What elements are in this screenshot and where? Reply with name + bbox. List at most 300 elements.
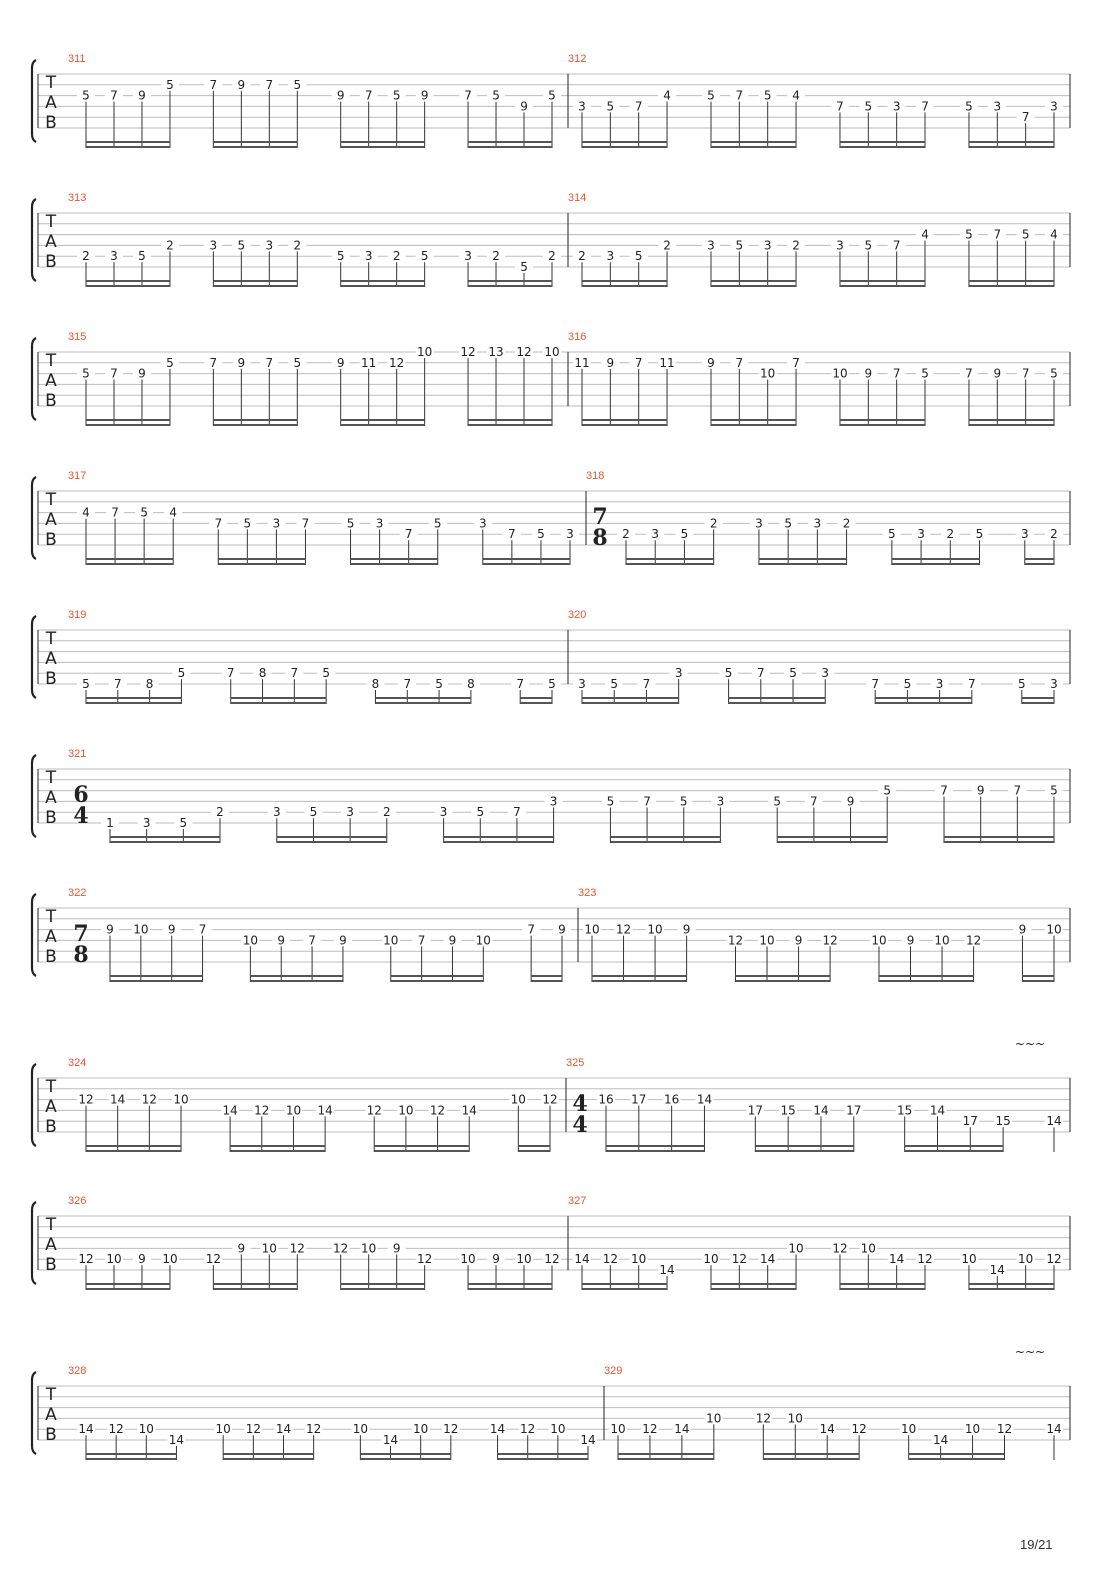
- fret-number: 4: [1050, 227, 1058, 242]
- measure-number: 319: [68, 609, 87, 621]
- fret-number: 7: [464, 88, 472, 103]
- fret-number: 5: [322, 666, 330, 681]
- fret-number: 2: [382, 805, 391, 820]
- fret-number: 3: [993, 99, 1002, 114]
- fret-number: 9: [106, 922, 114, 937]
- fret-number: 3: [272, 805, 281, 820]
- tab-clef-letter-t: T: [45, 629, 57, 649]
- fret-number: 9: [707, 355, 715, 370]
- fret-number: 10: [162, 1252, 178, 1267]
- fret-number: 5: [1050, 366, 1058, 381]
- fret-number: 5: [864, 238, 873, 253]
- fret-number: 5: [888, 527, 896, 542]
- fret-number: 14: [461, 1103, 477, 1118]
- fret-number: 9: [237, 1241, 246, 1256]
- fret-number: 7: [735, 88, 744, 103]
- fret-number: 10: [460, 1252, 476, 1267]
- fret-number: 3: [272, 516, 281, 531]
- fret-number: 10: [510, 1092, 526, 1107]
- fret-number: 10: [417, 345, 433, 359]
- fret-number: 10: [964, 1422, 981, 1437]
- fret-number: 10: [1018, 1252, 1034, 1267]
- fret-number: 3: [439, 805, 448, 820]
- vibrato-mark: ~~~: [1014, 1037, 1046, 1051]
- tab-clef-letter-t: T: [45, 1385, 57, 1405]
- tab-clef-letter-t: T: [45, 490, 57, 510]
- fret-number: 2: [548, 249, 556, 264]
- fret-number: 3: [813, 516, 822, 531]
- time-signature-top: 7: [73, 921, 89, 947]
- fret-number: 12: [141, 1092, 157, 1107]
- fret-number: 7: [643, 794, 651, 809]
- fret-number: 10: [133, 922, 149, 937]
- fret-number: 7: [921, 99, 929, 114]
- fret-number: 15: [780, 1103, 796, 1118]
- fret-number: 7: [836, 99, 844, 114]
- fret-number: 3: [892, 99, 901, 114]
- fret-number: 10: [398, 1103, 414, 1118]
- fret-number: 7: [792, 355, 800, 370]
- fret-number: 12: [78, 1092, 94, 1107]
- fret-number: 11: [361, 355, 377, 370]
- tab-clef-letter-t: T: [45, 768, 57, 788]
- fret-number: 3: [935, 677, 944, 691]
- fret-number: 7: [527, 922, 535, 937]
- fret-number: 7: [113, 677, 122, 691]
- fret-number: 14: [275, 1422, 292, 1437]
- fret-number: 7: [209, 355, 218, 370]
- fret-number: 3: [836, 238, 844, 253]
- vibrato-mark: ~~~: [1014, 1345, 1046, 1359]
- fret-number: 14: [110, 1092, 126, 1107]
- fret-number: 12: [731, 1252, 747, 1267]
- tab-clef-letter-t: T: [45, 907, 57, 927]
- measure-number: 324: [68, 1057, 87, 1069]
- fret-number: 9: [794, 933, 803, 948]
- fret-number: 9: [976, 783, 985, 798]
- system-bracket: [32, 616, 36, 698]
- tab-clef-letter-t: T: [45, 212, 57, 232]
- fret-number: 12: [822, 933, 838, 948]
- fret-number: 7: [634, 355, 643, 370]
- fret-number: 4: [82, 505, 90, 520]
- fret-number: 5: [293, 355, 302, 370]
- fret-number: 9: [167, 922, 176, 937]
- fret-number: 3: [606, 249, 615, 264]
- fret-number: 5: [177, 666, 186, 681]
- fret-number: 9: [492, 1252, 500, 1267]
- fret-number: 5: [735, 238, 744, 253]
- tab-clef-letter-a: A: [45, 788, 57, 808]
- fret-number: 14: [659, 1263, 675, 1277]
- fret-number: 5: [903, 677, 912, 691]
- fret-number: 2: [842, 516, 851, 531]
- fret-number: 5: [548, 677, 556, 691]
- fret-number: 5: [82, 366, 90, 381]
- fret-number: 3: [674, 666, 683, 681]
- fret-number: 9: [339, 933, 347, 948]
- fret-number: 13: [488, 345, 504, 359]
- fret-number: 12: [460, 345, 476, 359]
- fret-number: 7: [642, 677, 651, 691]
- fret-number: 5: [864, 99, 873, 114]
- fret-number: 12: [516, 345, 532, 359]
- fret-number: 5: [476, 805, 485, 820]
- fret-number: 9: [420, 88, 429, 103]
- fret-number: 14: [580, 1433, 596, 1447]
- fret-number: 12: [851, 1422, 867, 1437]
- fret-number: 10: [647, 922, 663, 937]
- fret-number: 2: [946, 527, 955, 542]
- fret-number: 7: [1013, 783, 1022, 798]
- tab-clef-letter-a: A: [45, 510, 57, 530]
- fret-number: 2: [578, 249, 586, 264]
- fret-number: 11: [659, 355, 675, 370]
- fret-number: 9: [237, 77, 246, 92]
- fret-number: 9: [558, 922, 566, 937]
- fret-number: 1: [106, 816, 114, 830]
- tab-clef-letter-t: T: [45, 73, 57, 93]
- fret-number: 2: [293, 238, 302, 253]
- fret-number: 9: [993, 366, 1002, 381]
- fret-number: 10: [961, 1252, 977, 1267]
- fret-number: 10: [361, 1241, 377, 1256]
- fret-number: 8: [145, 677, 154, 691]
- measure-number: 323: [578, 887, 597, 899]
- fret-number: 10: [584, 922, 600, 937]
- system-bracket: [32, 755, 36, 837]
- fret-number: 3: [755, 516, 763, 531]
- fret-number: 7: [516, 677, 525, 691]
- fret-number: 7: [871, 677, 880, 691]
- measure-number: 318: [586, 470, 605, 482]
- fret-number: 2: [216, 805, 224, 820]
- fret-number: 10: [285, 1103, 302, 1118]
- fret-number: 3: [375, 516, 384, 531]
- measure-number: 322: [68, 887, 87, 899]
- fret-number: 9: [336, 355, 345, 370]
- measure-number: 314: [568, 192, 587, 204]
- measure-number: 313: [68, 192, 87, 204]
- fret-number: 7: [508, 527, 516, 542]
- fret-number: 10: [787, 1411, 803, 1426]
- fret-number: 12: [366, 1103, 382, 1118]
- system-bracket: [32, 894, 36, 976]
- fret-number: 12: [727, 933, 744, 948]
- fret-number: 10: [832, 366, 848, 381]
- fret-number: 10: [1046, 922, 1062, 937]
- fret-number: 10: [610, 1422, 626, 1437]
- fret-number: 5: [140, 505, 148, 520]
- tab-clef-letter-a: A: [45, 1235, 57, 1255]
- fret-number: 5: [82, 88, 90, 103]
- tab-clef-letter-b: B: [45, 1425, 57, 1445]
- fret-number: 12: [289, 1241, 305, 1256]
- fret-number: 10: [173, 1092, 189, 1107]
- fret-number: 9: [138, 88, 146, 103]
- fret-number: 14: [696, 1092, 713, 1107]
- fret-number: 12: [305, 1422, 322, 1437]
- system-bracket: [32, 60, 36, 142]
- fret-number: 2: [792, 238, 800, 253]
- fret-number: 12: [389, 355, 405, 370]
- fret-number: 10: [383, 933, 399, 948]
- fret-number: 14: [78, 1422, 94, 1437]
- fret-number: 12: [254, 1103, 270, 1118]
- fret-number: 5: [679, 794, 688, 809]
- fret-number: 3: [1050, 677, 1058, 691]
- fret-number: 12: [429, 1103, 446, 1118]
- fret-number: 3: [478, 516, 487, 531]
- fret-number: 5: [606, 794, 615, 809]
- fret-number: 5: [520, 260, 528, 274]
- fret-number: 5: [724, 666, 733, 681]
- fret-number: 12: [832, 1241, 848, 1256]
- fret-number: 10: [106, 1252, 122, 1267]
- time-signature-top: 6: [73, 782, 89, 808]
- measure-number: 312: [568, 53, 587, 65]
- fret-number: 14: [489, 1422, 506, 1437]
- fret-number: 3: [821, 666, 830, 681]
- fret-number: 12: [642, 1422, 658, 1437]
- fret-number: 3: [578, 99, 586, 114]
- fret-number: 5: [680, 527, 689, 542]
- fret-number: 8: [258, 666, 267, 681]
- fret-number: 12: [1046, 1252, 1062, 1267]
- fret-number: 15: [897, 1103, 913, 1118]
- fret-number: 14: [1046, 1114, 1062, 1129]
- fret-number: 5: [606, 99, 615, 114]
- fret-number: 9: [864, 366, 873, 381]
- fret-number: 4: [169, 505, 178, 520]
- fret-number: 8: [467, 677, 475, 691]
- fret-number: 10: [901, 1422, 917, 1437]
- fret-number: 7: [404, 527, 413, 542]
- fret-number: 7: [265, 77, 274, 92]
- fret-number: 5: [82, 677, 90, 691]
- fret-number: 4: [663, 88, 671, 103]
- fret-number: 10: [475, 933, 491, 948]
- fret-number: 12: [755, 1411, 771, 1426]
- fret-number: 9: [392, 1241, 401, 1256]
- fret-number: 5: [138, 249, 146, 264]
- fret-number: 10: [138, 1422, 154, 1437]
- fret-number: 7: [198, 922, 207, 937]
- fret-number: 3: [716, 794, 725, 809]
- fret-number: 10: [703, 1252, 719, 1267]
- fret-number: 12: [108, 1422, 124, 1437]
- fret-number: 15: [995, 1114, 1011, 1129]
- fret-number: 5: [166, 355, 174, 370]
- fret-number: 2: [166, 238, 174, 253]
- fret-number: 7: [1021, 366, 1030, 381]
- fret-number: 17: [962, 1114, 978, 1129]
- fret-number: 5: [965, 227, 973, 242]
- fret-number: 5: [1017, 677, 1026, 691]
- fret-number: 9: [682, 922, 691, 937]
- tab-clef-letter-t: T: [45, 1215, 57, 1235]
- fret-number: 5: [773, 794, 782, 809]
- fret-number: 3: [763, 238, 772, 253]
- fret-number: 9: [237, 355, 246, 370]
- tab-clef-letter-a: A: [45, 232, 57, 252]
- fret-number: 16: [598, 1092, 614, 1107]
- tab-clef-letter-a: A: [45, 1097, 57, 1117]
- fret-number: 3: [917, 527, 925, 542]
- fret-number: 10: [544, 345, 560, 359]
- fret-number: 14: [932, 1433, 949, 1447]
- fret-number: 7: [968, 677, 976, 691]
- fret-number: 9: [448, 933, 457, 948]
- fret-number: 7: [364, 88, 373, 103]
- tab-clef-letter-b: B: [45, 947, 57, 967]
- fret-number: 3: [110, 249, 118, 264]
- fret-number: 2: [82, 249, 90, 264]
- fret-number: 3: [1020, 527, 1029, 542]
- fret-number: 9: [906, 933, 915, 948]
- fret-number: 7: [301, 516, 310, 531]
- fret-number: 7: [209, 77, 218, 92]
- fret-number: 5: [420, 249, 429, 264]
- fret-number: 3: [209, 238, 218, 253]
- time-signature-bottom: 8: [592, 525, 608, 551]
- tab-clef-letter-b: B: [45, 391, 57, 411]
- fret-number: 3: [364, 249, 373, 264]
- measure-number: 328: [68, 1365, 87, 1377]
- fret-number: 5: [965, 99, 973, 114]
- fret-number: 5: [548, 88, 556, 103]
- measure-number: 327: [568, 1195, 587, 1207]
- fret-number: 10: [631, 1252, 647, 1267]
- fret-number: 9: [277, 933, 286, 948]
- fret-number: 9: [1018, 922, 1027, 937]
- system-bracket: [32, 199, 36, 281]
- system-bracket: [32, 1064, 36, 1146]
- fret-number: 3: [346, 805, 354, 820]
- fret-number: 7: [1021, 110, 1030, 125]
- measure-number: 329: [604, 1365, 623, 1377]
- tab-clef-letter-a: A: [45, 1405, 57, 1425]
- fret-number: 12: [78, 1252, 94, 1267]
- fret-number: 10: [706, 1411, 722, 1426]
- fret-number: 10: [550, 1422, 566, 1437]
- fret-number: 5: [237, 238, 246, 253]
- fret-number: 7: [735, 355, 744, 370]
- fret-number: 17: [747, 1103, 763, 1118]
- page-number: 19/21: [1020, 1537, 1053, 1552]
- fret-number: 7: [993, 227, 1002, 242]
- fret-number: 14: [317, 1103, 333, 1118]
- fret-number: 2: [663, 238, 671, 253]
- fret-number: 5: [1021, 227, 1030, 242]
- fret-number: 7: [756, 666, 765, 681]
- measure-number: 321: [68, 748, 87, 760]
- fret-number: 11: [574, 355, 590, 370]
- fret-number: 9: [606, 355, 615, 370]
- fret-number: 10: [352, 1422, 369, 1437]
- fret-number: 12: [333, 1241, 349, 1256]
- fret-number: 5: [883, 783, 892, 798]
- fret-number: 10: [760, 366, 776, 381]
- fret-number: 3: [1050, 99, 1058, 114]
- tab-clef-letter-a: A: [45, 649, 57, 669]
- system-bracket: [32, 338, 36, 420]
- measure-number: 317: [68, 470, 87, 482]
- fret-number: 5: [975, 527, 984, 542]
- fret-number: 12: [520, 1422, 536, 1437]
- fret-number: 3: [707, 238, 715, 253]
- fret-number: 10: [242, 933, 259, 948]
- fret-number: 2: [392, 249, 401, 264]
- fret-number: 5: [707, 88, 715, 103]
- fret-number: 2: [622, 527, 630, 542]
- tab-clef-letter-b: B: [45, 808, 57, 828]
- fret-number: 10: [788, 1241, 804, 1256]
- fret-number: 8: [371, 677, 380, 691]
- fret-number: 2: [492, 249, 500, 264]
- fret-number: 3: [464, 249, 472, 264]
- fret-number: 14: [222, 1103, 238, 1118]
- fret-number: 5: [433, 516, 442, 531]
- fret-number: 5: [346, 516, 355, 531]
- measure-number: 325: [566, 1057, 585, 1069]
- fret-number: 3: [578, 677, 586, 691]
- fret-number: 10: [516, 1252, 532, 1267]
- fret-number: 14: [760, 1252, 776, 1267]
- fret-number: 12: [417, 1252, 433, 1267]
- fret-number: 14: [674, 1422, 690, 1437]
- fret-number: 4: [792, 88, 800, 103]
- fret-number: 14: [574, 1252, 590, 1267]
- fret-number: 7: [634, 99, 643, 114]
- fret-number: 12: [996, 1422, 1013, 1437]
- fret-number: 17: [846, 1103, 862, 1118]
- fret-number: 9: [520, 99, 528, 114]
- fret-number: 7: [403, 677, 412, 691]
- fret-number: 9: [336, 88, 345, 103]
- fret-number: 12: [205, 1252, 221, 1267]
- tab-clef-letter-t: T: [45, 1077, 57, 1097]
- fret-number: 17: [631, 1092, 647, 1107]
- fret-number: 7: [111, 505, 119, 520]
- time-signature-bottom: 4: [73, 803, 89, 829]
- fret-number: 7: [417, 933, 426, 948]
- fret-number: 12: [544, 1252, 560, 1267]
- tab-clef-letter-a: A: [45, 371, 57, 391]
- fret-number: 12: [965, 933, 982, 948]
- fret-number: 7: [892, 238, 901, 253]
- fret-number: 5: [1050, 783, 1058, 798]
- fret-number: 14: [929, 1103, 946, 1118]
- fret-number: 7: [940, 783, 948, 798]
- fret-number: 16: [664, 1092, 680, 1107]
- fret-number: 5: [537, 527, 545, 542]
- fret-number: 10: [413, 1422, 429, 1437]
- fret-number: 3: [142, 816, 151, 830]
- fret-number: 3: [566, 527, 574, 542]
- time-signature-bottom: 4: [572, 1112, 588, 1138]
- fret-number: 2: [709, 516, 718, 531]
- fret-number: 9: [846, 794, 855, 809]
- fret-number: 7: [110, 88, 118, 103]
- fret-number: 10: [860, 1241, 876, 1256]
- fret-number: 7: [308, 933, 316, 948]
- fret-number: 5: [336, 249, 345, 264]
- fret-number: 7: [214, 516, 223, 531]
- time-signature-top: 7: [592, 504, 608, 530]
- tab-clef-letter-a: A: [45, 93, 57, 113]
- fret-number: 14: [989, 1263, 1005, 1277]
